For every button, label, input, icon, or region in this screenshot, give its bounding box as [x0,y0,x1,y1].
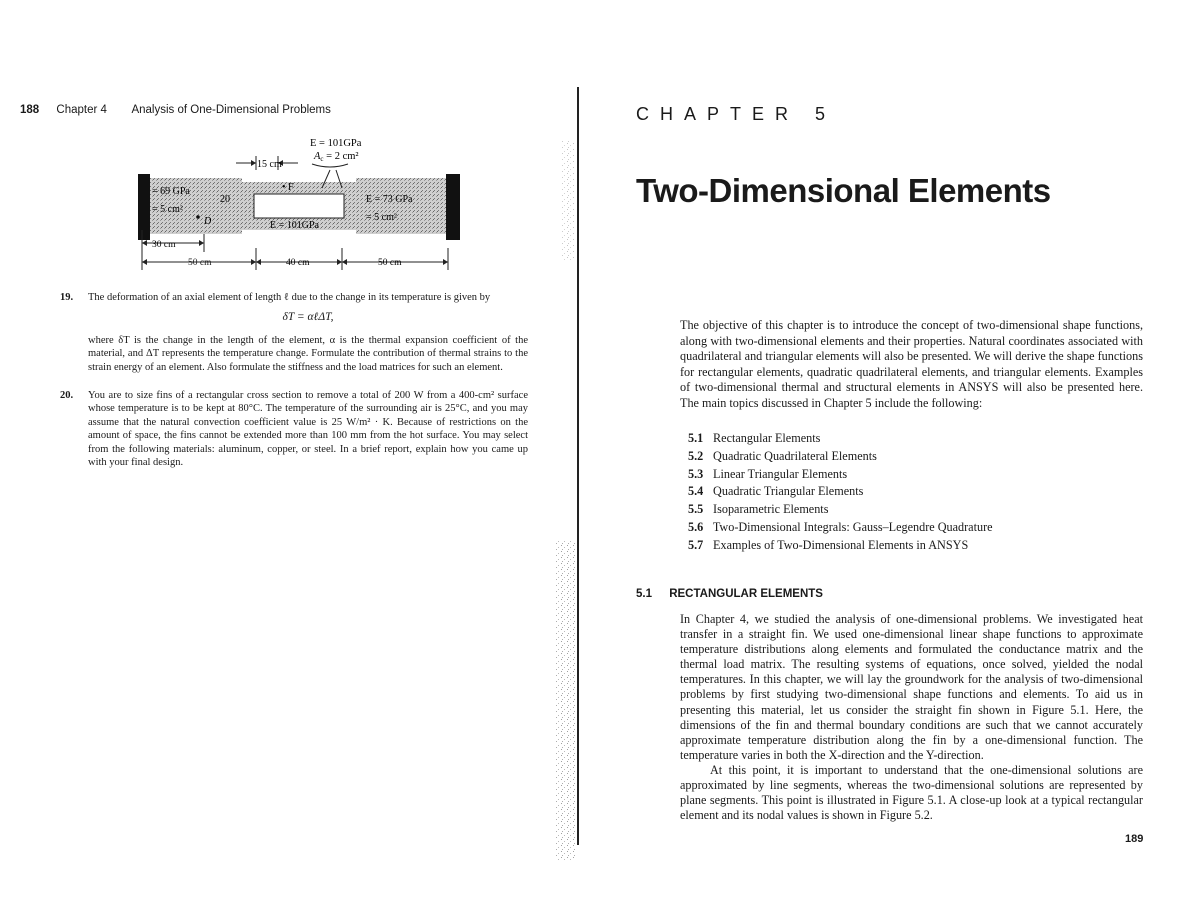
left-page-header [20,104,331,116]
topics-list [688,430,1128,555]
running-title: Analysis of One-Dimensional Problems [131,104,331,116]
left-page-number: 188 [20,104,40,116]
topic-item: 5.2 Quadratic Quadrilateral Elements [688,448,877,463]
fig-dim-40: 40 cm [286,258,310,268]
problem-text: The deformation of an axial element of length ℓ due to the change in its temperature is given by [88,292,491,303]
center-opening [254,194,344,218]
section-number: 5.1 [636,588,652,600]
topic-item: 5.3 Linear Triangular Elements [688,466,848,481]
fig-dim-30: 30 cm [152,240,176,250]
problem-number: 19. [60,292,74,303]
fig-dim-15: 15 cm [257,159,282,170]
right-bar [356,178,446,234]
page-gutter-line [577,87,579,845]
fig-mid-E: E = 101GPa [270,220,319,231]
fig-point-D: D [204,216,212,227]
chapter-reference: Chapter 4 [56,104,107,116]
right-page-number: 189 [1125,833,1144,845]
fig-right-E: E = 73 GPa [366,194,413,205]
problem-text: You are to size fins of a rectangular cross section to remove a total of 200 W from a 400-cm² surface whose temperature is to be kept at 80°C. The temperature of the surrounding air is 25°C, and you may assume that the natural convection coefficient value is 25 W/m² · K. Because of restrictions on the amount of space, the fins cannot be extended more than 100 mm from the hot surface. You may select from the following materials: aluminum, copper, or steel. In a brief report, explain how you came up with your final design. [88,390,528,469]
fig-point-F: • F [282,182,294,193]
fig-val-20: 20 [220,194,230,205]
right-wall [446,174,460,240]
fig-dim-50a: 50 cm [188,258,212,268]
section-body [680,612,1143,823]
fig-left-A: = 5 cm² [152,204,183,215]
chapter-label: CHAPTER 5 [636,104,837,124]
bar-assembly-figure [130,130,470,278]
fig-right-A: = 5 cm² [366,212,397,223]
fig-top-A: Ac = 2 cm² [314,151,359,163]
problem-number: 20. [60,390,74,401]
left-wall [138,174,150,240]
problem-20 [60,389,528,469]
scan-gutter-shadow [548,100,576,860]
equation: δT = αℓΔT, [282,311,334,323]
section-title: RECTANGULAR ELEMENTS [669,588,823,600]
problem-19-continued: where δT is the change in the length of the element, α is the thermal expansion coefficient of the material, and ΔT represents the temperature change. Formulate the contribution of thermal strains to the strain energy of an element. Also formulate the stiffness and the load matrices for such an element. [88,335,528,373]
section-paragraph: At this point, it is important to understand that the one-dimensional solutions are approximated by line segments, whereas the two-dimensional solutions are represented by plane segments. This point is illustrated in Figure 5.1. A close-up look at a typical rectangular element and its nodal values is shown in Figure 5.2. [680,762,1143,823]
chapter-title: Two-Dimensional Elements [636,172,1051,209]
problem-19 [60,291,528,304]
chapter-intro: The objective of this chapter is to introduce the concept of two-dimensional shape functions, along with two-dimensional elements and their properties. Natural coordinates associated with quadrilateral and triangular elements will also be presented. We will derive the shape functions for rectangular elements, quadratic quadrilateral elements, and triangular elements. Examples of two-dimensional thermal and structural elements in ANSYS will also be presented here. The main topics discussed in Chapter 5 include the following: [680,318,1143,410]
topic-item: 5.7 Examples of Two-Dimensional Elements in ANSYS [688,537,969,552]
topic-item: 5.5 Isoparametric Elements [688,502,829,517]
section-paragraph: In Chapter 4, we studied the analysis of one-dimensional problems. We investigated heat transfer in a straight fin. We used one-dimensional linear shape functions to approximate temperature distributions along elements and formulated the conductance matrix and the thermal load matrix. The resulting systems of equations, once solved, yielded the nodal temperatures. In this chapter, we will lay the groundwork for the analysis of two-dimensional problems by first studying two-dimensional shape functions and elements. To aid us in presenting this material, let us consider the straight fin shown in Figure 5.1. Here, the dimensions of the fin and thermal boundary conditions are such that we cannot accurately approximate temperature distribution along the fin by a one-dimensional function. The temperature varies in both the X-direction and the Y-direction. [680,612,1143,762]
topic-item: 5.1 Rectangular Elements [688,431,821,445]
fig-top-E: E = 101GPa [310,138,362,149]
section-heading [636,588,823,600]
fig-dim-50b: 50 cm [378,258,402,268]
fig-left-E: = 69 GPa [152,186,190,197]
topic-item: 5.6 Two-Dimensional Integrals: Gauss–Legendre Quadrature [688,519,993,534]
topic-item: 5.4 Quadratic Triangular Elements [688,484,864,499]
